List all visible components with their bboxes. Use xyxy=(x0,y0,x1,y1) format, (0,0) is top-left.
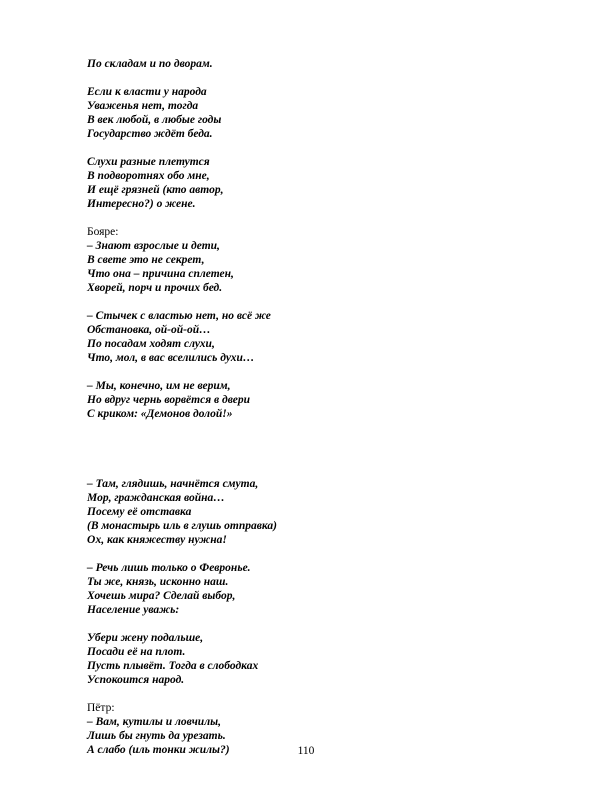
page-number: 110 xyxy=(297,745,315,757)
verse-line: Успокоится народ. xyxy=(87,674,185,686)
speaker-label: Пётр: xyxy=(87,702,115,714)
verse-line: А слабо (иль тонки жилы?) xyxy=(87,744,230,756)
verse-line: Если к власти у народа xyxy=(87,86,207,98)
verse-line: Посади её на плот. xyxy=(87,646,186,658)
verse-line: (В монастырь иль в глушь отправка) xyxy=(87,520,277,532)
verse-line: Лишь бы гнуть да урезать. xyxy=(87,730,226,742)
stanza-break xyxy=(87,295,527,309)
verse-line: Государство ждёт беда. xyxy=(87,128,213,140)
stanza-break xyxy=(87,365,527,379)
verse-line: Обстановка, ой-ой-ой… xyxy=(87,324,211,336)
stanza-break xyxy=(87,211,527,225)
verse-line: – Речь лишь только о Февронье. xyxy=(87,562,251,574)
verse-line: Ох, как княжеству нужна! xyxy=(87,534,227,546)
verse-line: В подворотнях обо мне, xyxy=(87,170,210,182)
speaker-label: Бояре: xyxy=(87,226,119,238)
verse-line: С криком: «Демонов долой!» xyxy=(87,408,233,420)
verse-line: – Знают взрослые и дети, xyxy=(87,240,220,252)
verse-line: Интересно?) о жене. xyxy=(87,198,196,210)
verse-line: Хворей, порч и прочих бед. xyxy=(87,282,223,294)
verse-line: Посему её отставка xyxy=(87,506,192,518)
verse-line: Ты же, князь, исконно наш. xyxy=(87,576,229,588)
stanza-break xyxy=(87,435,527,449)
verse-line: Население уважь: xyxy=(87,604,180,616)
verse-line: – Там, глядишь, начнётся смута, xyxy=(87,478,259,490)
verse-line: Уваженья нет, тогда xyxy=(87,100,199,112)
verse-line: – Вам, кутилы и ловчилы, xyxy=(87,716,221,728)
verse-line: Что, мол, в вас вселились духи… xyxy=(87,352,255,364)
stanza-break xyxy=(87,463,527,477)
verse-line: Но вдруг чернь ворвётся в двери xyxy=(87,394,250,406)
verse-line: Что она – причина сплетен, xyxy=(87,268,234,280)
poem-text xyxy=(87,57,527,757)
stanza-break xyxy=(87,421,527,435)
verse-line: – Стычек с властью нет, но всё же xyxy=(87,310,271,322)
verse-line: В свете это не секрет, xyxy=(87,254,205,266)
stanza-break xyxy=(87,71,527,85)
verse-line: Мор, гражданская война… xyxy=(87,492,225,504)
verse-line: Хочешь мира? Сделай выбор, xyxy=(87,590,236,602)
stanza-break xyxy=(87,617,527,631)
verse-line: По посадам ходят слухи, xyxy=(87,338,215,350)
verse-line: И ещё грязней (кто автор, xyxy=(87,184,224,196)
stanza-break xyxy=(87,449,527,463)
verse-line: В век любой, в любые годы xyxy=(87,114,222,126)
stanza-break xyxy=(87,547,527,561)
verse-line: Слухи разные плетутся xyxy=(87,156,210,168)
stanza-break xyxy=(87,141,527,155)
verse-line: Пусть плывёт. Тогда в слободках xyxy=(87,660,259,672)
verse-line: По складам и по дворам. xyxy=(87,58,213,70)
verse-line: Убери жену подальше, xyxy=(87,632,204,644)
verse-line: – Мы, конечно, им не верим, xyxy=(87,380,231,392)
stanza-break xyxy=(87,687,527,701)
